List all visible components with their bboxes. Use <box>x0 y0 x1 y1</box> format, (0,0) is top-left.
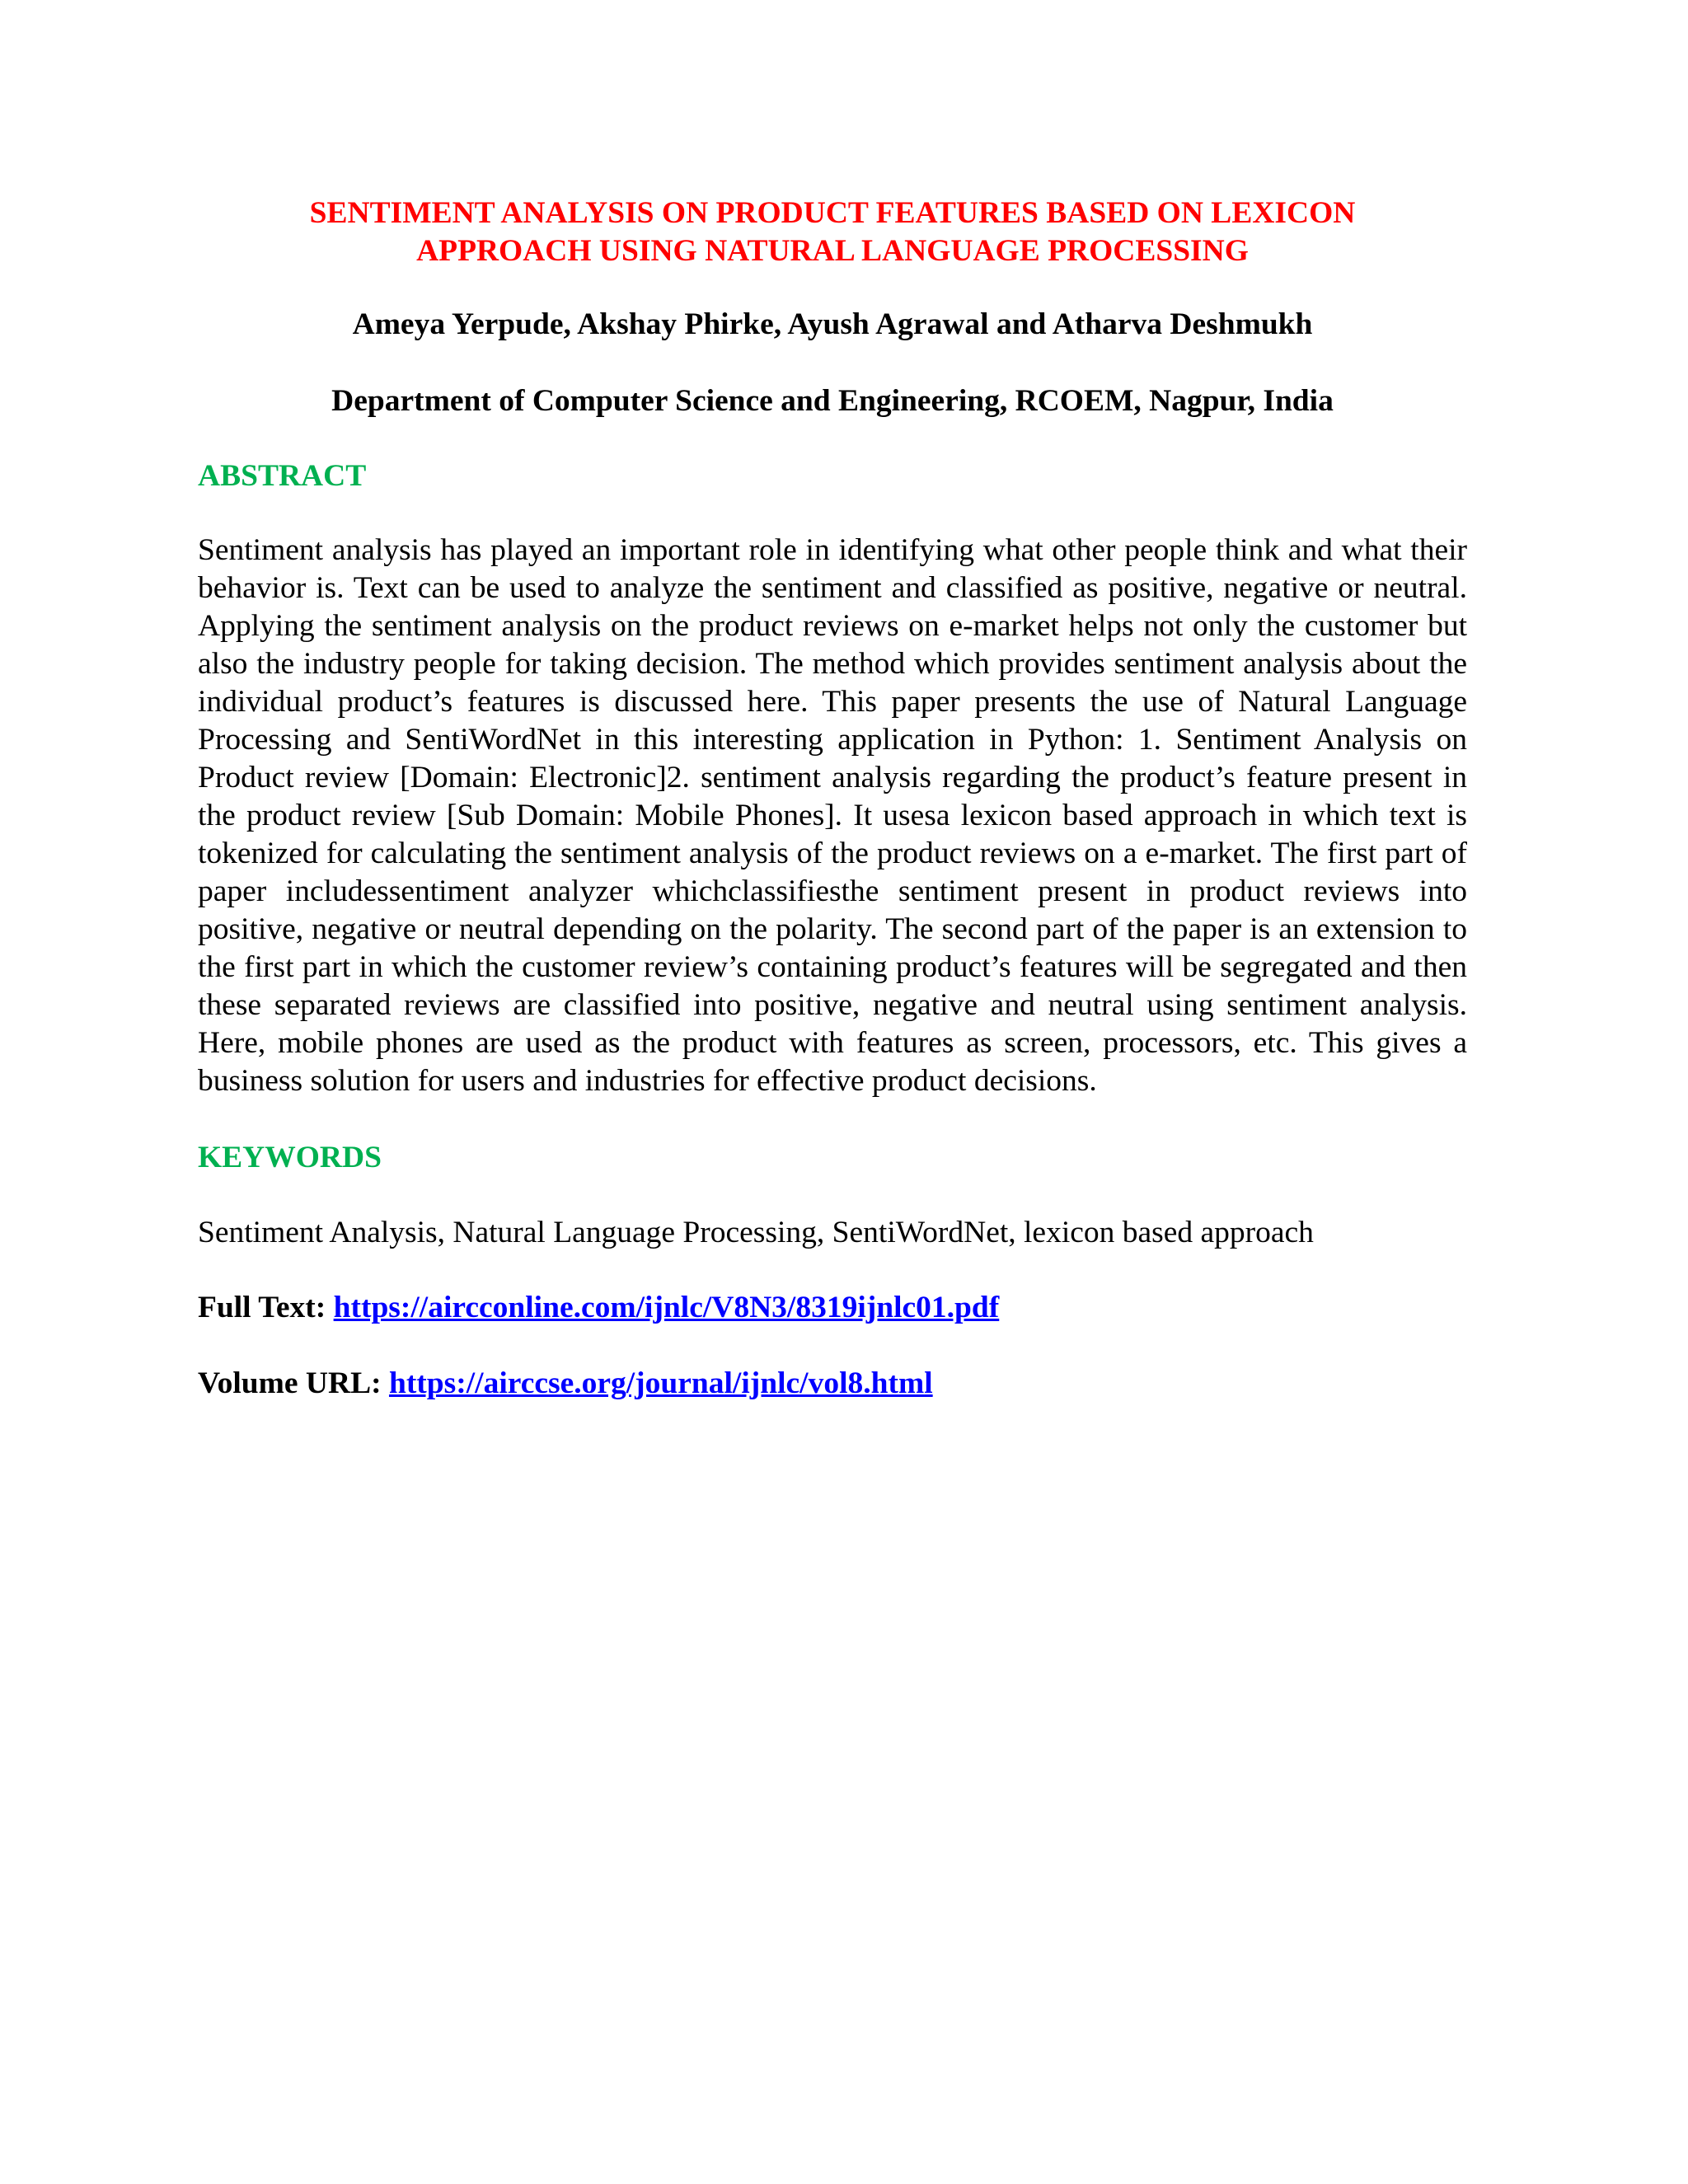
volume-url-line <box>198 1365 1467 1403</box>
full-text-label: Full Text: <box>198 1291 326 1324</box>
paper-title-line-2: APPROACH USING NATURAL LANGUAGE PROCESSING <box>416 234 1249 268</box>
keywords-text: Sentiment Analysis, Natural Language Processing, SentiWordNet, lexicon based approach <box>198 1216 1314 1249</box>
abstract-text: Sentiment analysis has played an important role in identifying what other people think and what their behavior is. Text can be used to analyze the sentiment and classified as positive, negative or neutral. Applying the sentiment analysis on the product reviews on e-market helps not only the customer but also the industry people for taking decision. The method which provides sentiment analysis about the individual product’s features is discussed here. This paper presents the use of Natural Language Processing and SentiWordNet in this interesting application in Python: 1. Sentiment Analysis on Product review [Domain: Electronic]2. sentiment analysis regarding the product’s feature present in the product review [Sub Domain: Mobile Phones]. It usesa lexicon based approach in which text is tokenized for calculating the sentiment analysis of the product reviews on a e-market. The first part of paper includessentiment analyzer whichclassifiesthe sentiment present in product reviews into positive, negative or neutral depending on the polarity. The second part of the paper is an extension to the first part in which the customer review’s containing product’s features will be segregated and then these separated reviews are classified into positive, negative and neutral using sentiment analysis. Here, mobile phones are used as the product with features as screen, processors, etc. This gives a business solution for users and industries for effective product decisions. <box>198 533 1467 1098</box>
affiliation: Department of Computer Science and Engineering, RCOEM, Nagpur, India <box>331 384 1334 418</box>
abstract-heading: ABSTRACT <box>198 459 367 493</box>
keywords-heading: KEYWORDS <box>198 1141 382 1174</box>
paper-title-line-1: SENTIMENT ANALYSIS ON PRODUCT FEATURES BASED ON LEXICON <box>309 196 1356 230</box>
full-text-link[interactable]: https://aircconline.com/ijnlc/V8N3/8319ijnlc01.pdf <box>333 1291 1000 1324</box>
paper-page <box>198 194 1467 1403</box>
volume-url-label: Volume URL: <box>198 1366 382 1400</box>
volume-url-link[interactable]: https://airccse.org/journal/ijnlc/vol8.html <box>388 1366 933 1400</box>
full-text-line <box>198 1289 1467 1327</box>
paper-title <box>198 194 1467 270</box>
author-list: Ameya Yerpude, Akshay Phirke, Ayush Agrawal and Atharva Deshmukh <box>352 307 1313 341</box>
